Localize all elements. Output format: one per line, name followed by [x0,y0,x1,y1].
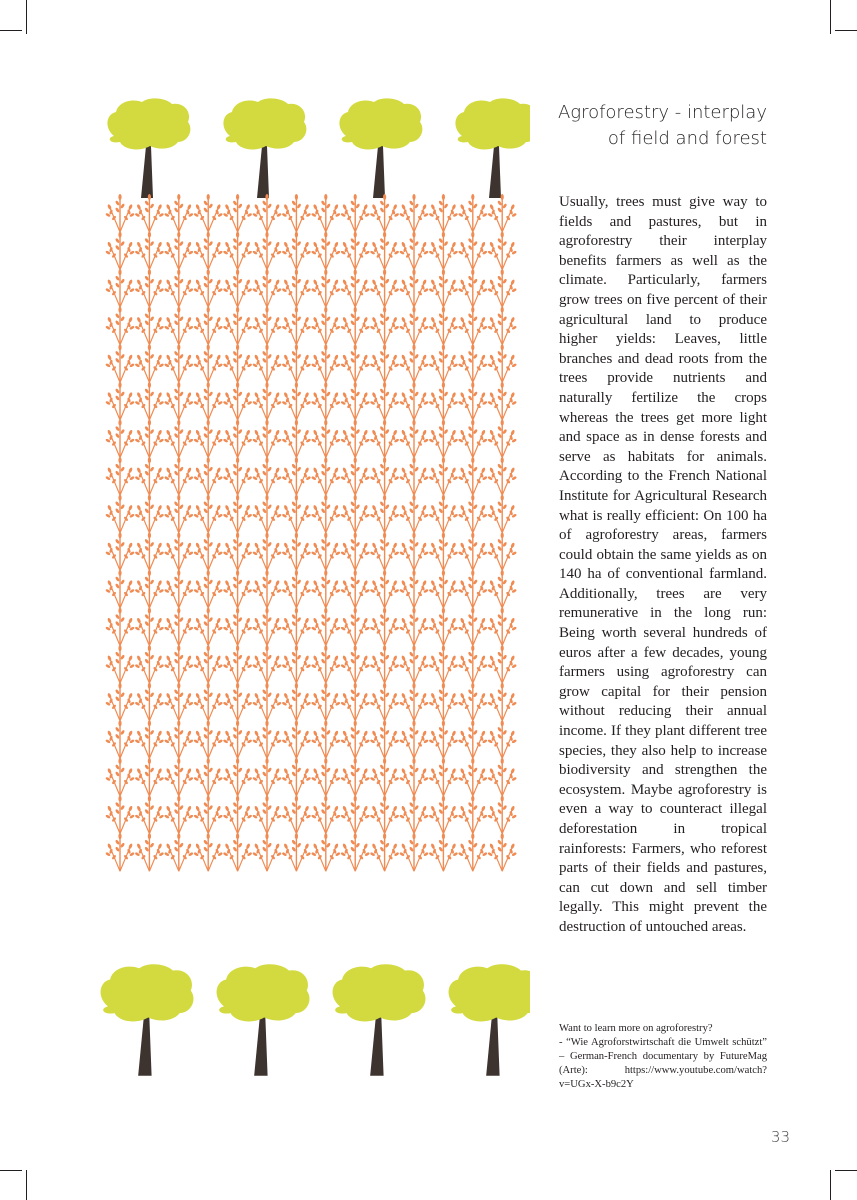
crop-sprout-icon [399,720,429,758]
crop-sprout-icon [164,532,194,570]
crop-sprout-icon [311,796,341,834]
crop-sprout-icon [399,307,429,345]
crop-sprout-icon [223,307,253,345]
crop-sprout-icon [487,683,517,721]
crop-sprout-icon [193,645,223,683]
crop-sprout-icon [105,232,135,270]
crop-sprout-icon [164,194,194,232]
crop-sprout-icon [487,758,517,796]
crop-sprout-icon [340,457,370,495]
crop-sprout-icon [252,307,282,345]
article-title: Agroforestry - interplay of field and forest [557,102,767,149]
crop-sprout-icon [105,758,135,796]
crop-sprout-icon [399,570,429,608]
crop-sprout-icon [164,720,194,758]
crop-sprout-icon [340,307,370,345]
crop-sprout-icon [164,758,194,796]
crop-sprout-icon [487,344,517,382]
crop-sprout-icon [282,645,312,683]
crop-sprout-icon [105,796,135,834]
crop-sprout-icon [282,420,312,458]
crop-sprout-icon [399,683,429,721]
crop-sprout-icon [429,608,459,646]
tree-icon [339,98,422,198]
crop-sprout-icon [429,232,459,270]
crop-sprout-icon [164,232,194,270]
crop-sprout-icon [458,457,488,495]
crop-sprout-icon [105,382,135,420]
crop-sprout-icon [223,532,253,570]
crop-sprout-icon [311,194,341,232]
crop-sprout-icon [105,645,135,683]
crop-sprout-icon [105,683,135,721]
crop-sprout-icon [164,457,194,495]
crop-sprout-icon [458,796,488,834]
crop-sprout-icon [282,382,312,420]
crop-sprout-icon [311,608,341,646]
crop-sprout-icon [223,194,253,232]
crop-sprout-icon [252,796,282,834]
crop-sprout-icon [311,420,341,458]
crop-sprout-icon [399,608,429,646]
crop-sprout-icon [311,344,341,382]
crop-sprout-icon [340,532,370,570]
crop-sprout-icon [252,457,282,495]
tree-icon [107,98,190,198]
crop-mark-bottom-left-v [26,1170,27,1200]
crop-sprout-icon [311,570,341,608]
crop-sprout-icon [252,382,282,420]
crop-sprout-icon [429,269,459,307]
crop-sprout-icon [252,720,282,758]
page-number: 33 [770,1128,790,1146]
crop-sprout-icon [340,796,370,834]
crop-sprout-icon [487,570,517,608]
crop-sprout-icon [429,457,459,495]
crop-sprout-icon [487,269,517,307]
crop-sprout-icon [340,570,370,608]
crop-sprout-icon [340,420,370,458]
crop-sprout-icon [487,645,517,683]
crop-sprout-icon [252,232,282,270]
crop-sprout-icon [458,833,488,871]
crop-sprout-icon [193,608,223,646]
crop-sprout-icon [105,194,135,232]
crop-sprout-icon [164,307,194,345]
crop-sprout-icon [282,720,312,758]
crop-sprout-icon [458,608,488,646]
crop-sprout-icon [193,457,223,495]
crop-sprout-icon [135,720,165,758]
crop-sprout-icon [370,194,400,232]
crop-sprout-icon [282,683,312,721]
crop-sprout-icon [458,532,488,570]
crop-sprout-icon [429,382,459,420]
crop-sprout-icon [370,495,400,533]
crop-sprout-icon [135,307,165,345]
crop-sprout-icon [370,532,400,570]
crop-sprout-icon [135,344,165,382]
crop-sprout-icon [193,269,223,307]
crop-sprout-icon [399,457,429,495]
crop-sprout-icon [223,683,253,721]
crop-sprout-icon [340,683,370,721]
crop-sprout-icon [252,608,282,646]
crop-sprout-icon [487,833,517,871]
crop-sprout-icon [370,344,400,382]
crop-sprout-icon [135,457,165,495]
tree-icon [223,98,306,198]
crop-sprout-icon [282,495,312,533]
crop-sprout-icon [370,307,400,345]
crop-sprout-icon [252,420,282,458]
crop-sprout-icon [252,758,282,796]
crop-sprout-icon [135,683,165,721]
crop-sprout-icon [458,570,488,608]
crop-sprout-icon [193,307,223,345]
crop-sprout-icon [399,495,429,533]
crop-sprout-icon [370,457,400,495]
crop-sprout-icon [252,495,282,533]
crop-sprout-icon [399,532,429,570]
crop-sprout-icon [223,344,253,382]
crop-sprout-icon [223,608,253,646]
crop-sprout-icon [105,269,135,307]
crop-sprout-icon [282,608,312,646]
crop-sprout-icon [193,232,223,270]
crop-sprout-icon [282,796,312,834]
crop-sprout-icon [164,269,194,307]
crop-sprout-icon [340,269,370,307]
crop-sprout-icon [164,833,194,871]
crop-sprout-icon [399,344,429,382]
crop-sprout-icon [193,570,223,608]
crop-sprout-icon [223,495,253,533]
crop-sprout-icon [399,269,429,307]
crop-sprout-icon [429,720,459,758]
crop-sprout-icon [282,307,312,345]
crop-sprout-icon [223,720,253,758]
crop-sprout-icon [193,344,223,382]
crop-sprout-icon [223,232,253,270]
crop-sprout-icon [370,645,400,683]
crop-sprout-icon [311,683,341,721]
crop-sprout-icon [223,796,253,834]
crop-sprout-icon [370,570,400,608]
crop-sprout-icon [105,833,135,871]
crop-sprout-icon [429,645,459,683]
crop-sprout-icon [340,758,370,796]
crop-sprout-icon [399,232,429,270]
crop-sprout-icon [193,683,223,721]
crop-sprout-icon [105,532,135,570]
crop-mark-top-right-v [830,0,831,34]
crop-sprout-icon [164,344,194,382]
crop-sprout-icon [429,194,459,232]
crop-sprout-icon [487,307,517,345]
crop-sprout-icon [105,420,135,458]
further-reading-entry: - “Wie Agroforstwirtschaft die Umwelt schützt” – German-French documentary by FutureMag (Arte): https://www.youtube.com/watch?v=UGx-X-b9c2Y [559,1037,767,1090]
crop-sprout-icon [340,232,370,270]
crop-sprout-icon [282,344,312,382]
crop-sprout-icon [429,833,459,871]
crop-mark-top-right-h [835,30,857,31]
crop-sprout-icon [105,570,135,608]
crop-sprout-icon [311,269,341,307]
crop-sprout-icon [105,495,135,533]
crop-sprout-icon [399,645,429,683]
crop-sprout-icon [135,232,165,270]
crop-sprout-icon [252,645,282,683]
crop-sprout-icon [282,232,312,270]
further-reading-heading: Want to learn more on agroforestry? [559,1023,713,1034]
crop-sprout-icon [458,758,488,796]
crop-sprout-icon [311,645,341,683]
crop-sprout-icon [105,307,135,345]
crop-sprout-icon [370,232,400,270]
article-body: Usually, trees must give way to fields and pastures, but in agroforestry their interplay benefits farmers as well as the climate. Particularly, farmers grow trees on five percent of their agricultural land to produce higher yields: Leaves, little branches and dead roots from the trees provide nutrients and naturally fertilize the crops whereas the trees get more light and space as in dense forests and serve as habitats for animals. According to the French National Institute for Agricultural Research what is really efficient: On 100 ha of agroforestry areas, farmers could obtain the same yields as on 140 ha of conventional farmland. Additionally, trees are very remunerative in the long run: Being worth several hundreds of euros after a few decades, young farmers using agroforestry can grow capital for their pension without reducing their annual income. If they plant different tree species, they also help to increase biodiversity and strengthen the ecosystem. Maybe agroforestry is even a way to counteract illegal deforestation in tropical rainforests: Farmers, who reforest parts of their fields and pastures, can cut down and sell timber legally. This might prevent the destruction of untouched areas. [559,194,767,935]
crop-sprout-icon [135,532,165,570]
crop-sprout-icon [487,194,517,232]
crop-sprout-icon [429,796,459,834]
crop-sprout-icon [429,307,459,345]
crop-sprout-icon [193,796,223,834]
crop-sprout-icon [282,269,312,307]
crop-sprout-icon [135,194,165,232]
crop-sprout-icon [135,269,165,307]
crop-mark-bottom-right-h [835,1170,857,1171]
crop-sprout-icon [458,269,488,307]
tree-icon [217,964,310,1076]
crop-sprout-icon [429,344,459,382]
crop-sprout-icon [487,608,517,646]
crop-sprout-icon [487,532,517,570]
crop-field [105,194,517,871]
crop-sprout-icon [223,457,253,495]
crop-sprout-icon [429,495,459,533]
crop-sprout-icon [458,720,488,758]
crop-sprout-icon [135,796,165,834]
crop-sprout-icon [487,796,517,834]
crop-mark-top-left-h [0,30,22,31]
tree-row-bottom [101,964,530,1076]
crop-sprout-icon [105,720,135,758]
crop-sprout-icon [487,720,517,758]
crop-sprout-icon [311,720,341,758]
tree-row-top [107,98,530,198]
crop-sprout-icon [487,382,517,420]
tree-icon [455,98,530,198]
crop-sprout-icon [399,758,429,796]
crop-sprout-icon [370,796,400,834]
crop-sprout-icon [223,570,253,608]
crop-sprout-icon [223,758,253,796]
further-reading [559,1022,767,1092]
crop-sprout-icon [340,833,370,871]
crop-sprout-icon [193,833,223,871]
crop-sprout-icon [164,495,194,533]
crop-sprout-icon [458,683,488,721]
crop-sprout-icon [487,232,517,270]
crop-sprout-icon [311,758,341,796]
crop-sprout-icon [429,570,459,608]
crop-sprout-icon [370,608,400,646]
crop-sprout-icon [105,344,135,382]
crop-sprout-icon [252,344,282,382]
crop-sprout-icon [399,194,429,232]
crop-sprout-icon [193,495,223,533]
crop-mark-bottom-right-v [830,1170,831,1200]
crop-sprout-icon [282,758,312,796]
crop-sprout-icon [223,833,253,871]
crop-sprout-icon [370,833,400,871]
crop-sprout-icon [340,382,370,420]
crop-sprout-icon [164,796,194,834]
crop-sprout-icon [458,344,488,382]
crop-sprout-icon [399,382,429,420]
crop-sprout-icon [223,382,253,420]
crop-sprout-icon [105,608,135,646]
crop-sprout-icon [223,420,253,458]
crop-sprout-icon [340,194,370,232]
crop-sprout-icon [340,645,370,683]
crop-sprout-icon [340,495,370,533]
crop-sprout-icon [487,457,517,495]
crop-sprout-icon [135,608,165,646]
crop-sprout-icon [164,382,194,420]
crop-sprout-icon [429,758,459,796]
crop-sprout-icon [252,833,282,871]
crop-sprout-icon [340,720,370,758]
crop-sprout-icon [223,269,253,307]
crop-sprout-icon [370,683,400,721]
crop-sprout-icon [311,532,341,570]
crop-sprout-icon [311,232,341,270]
crop-sprout-icon [193,758,223,796]
agroforestry-illustration [100,95,530,1105]
crop-sprout-icon [311,495,341,533]
crop-sprout-icon [282,532,312,570]
crop-sprout-icon [135,495,165,533]
crop-sprout-icon [164,608,194,646]
crop-sprout-icon [193,420,223,458]
crop-sprout-icon [311,457,341,495]
crop-sprout-icon [399,420,429,458]
crop-mark-bottom-left-h [0,1170,22,1171]
crop-sprout-icon [370,758,400,796]
crop-sprout-icon [252,570,282,608]
crop-sprout-icon [252,532,282,570]
crop-sprout-icon [340,344,370,382]
crop-sprout-icon [429,532,459,570]
crop-sprout-icon [135,645,165,683]
crop-sprout-icon [458,420,488,458]
tree-icon [449,964,530,1076]
crop-sprout-icon [487,495,517,533]
crop-sprout-icon [370,382,400,420]
crop-sprout-icon [105,457,135,495]
crop-sprout-icon [311,382,341,420]
crop-sprout-icon [193,382,223,420]
crop-sprout-icon [282,833,312,871]
crop-sprout-icon [311,833,341,871]
crop-sprout-icon [311,307,341,345]
crop-sprout-icon [429,683,459,721]
crop-sprout-icon [487,420,517,458]
crop-sprout-icon [458,232,488,270]
tree-icon [333,964,426,1076]
crop-sprout-icon [340,608,370,646]
crop-sprout-icon [223,645,253,683]
crop-sprout-icon [164,645,194,683]
crop-mark-top-left-v [26,0,27,34]
crop-sprout-icon [252,269,282,307]
crop-sprout-icon [458,307,488,345]
crop-sprout-icon [193,720,223,758]
crop-sprout-icon [282,194,312,232]
crop-sprout-icon [164,683,194,721]
crop-sprout-icon [282,570,312,608]
crop-sprout-icon [399,833,429,871]
crop-sprout-icon [399,796,429,834]
crop-sprout-icon [458,382,488,420]
crop-sprout-icon [252,683,282,721]
crop-sprout-icon [458,495,488,533]
crop-sprout-icon [429,420,459,458]
crop-sprout-icon [135,570,165,608]
crop-sprout-icon [458,645,488,683]
crop-sprout-icon [135,758,165,796]
crop-sprout-icon [135,382,165,420]
crop-sprout-icon [370,420,400,458]
crop-sprout-icon [135,420,165,458]
crop-sprout-icon [164,420,194,458]
tree-icon [101,964,194,1076]
crop-sprout-icon [282,457,312,495]
crop-sprout-icon [458,194,488,232]
crop-sprout-icon [135,833,165,871]
crop-sprout-icon [164,570,194,608]
crop-sprout-icon [193,194,223,232]
crop-sprout-icon [370,720,400,758]
crop-sprout-icon [252,194,282,232]
crop-sprout-icon [370,269,400,307]
crop-sprout-icon [193,532,223,570]
